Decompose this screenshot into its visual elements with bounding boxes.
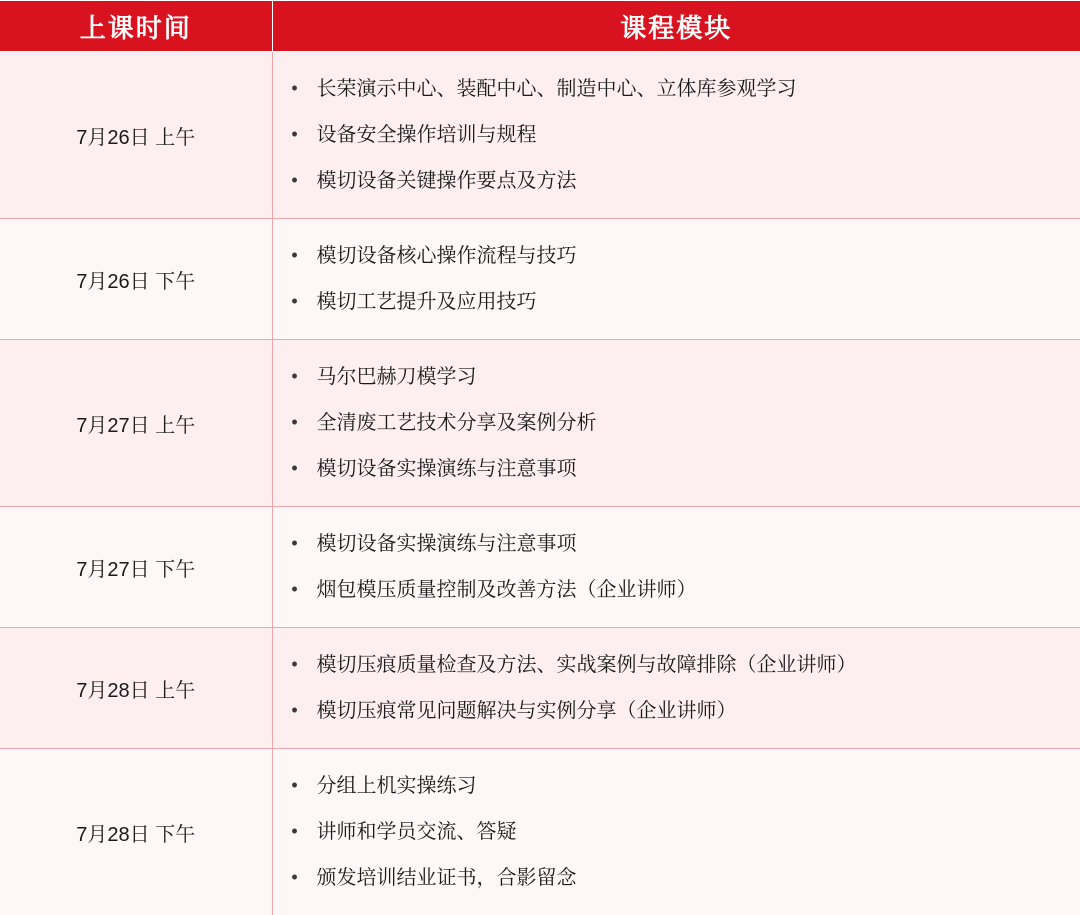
module-label: 烟包模压质量控制及改善方法（企业讲师） xyxy=(317,576,1071,604)
session-modules xyxy=(272,219,1080,340)
session-modules xyxy=(272,749,1080,915)
list-item xyxy=(273,279,1071,325)
bullet-icon: • xyxy=(273,242,317,269)
list-item xyxy=(273,158,1071,204)
module-label: 全清废工艺技术分享及案例分析 xyxy=(317,409,1071,437)
module-list xyxy=(273,642,1071,734)
session-time: 7月26日 上午 xyxy=(0,52,272,219)
table-header-row xyxy=(0,1,1080,52)
list-item xyxy=(273,567,1071,613)
session-time: 7月28日 下午 xyxy=(0,749,272,915)
module-label: 模切工艺提升及应用技巧 xyxy=(317,288,1071,316)
bullet-icon: • xyxy=(273,651,317,678)
list-item xyxy=(273,688,1071,734)
list-item xyxy=(273,763,1071,809)
bullet-icon: • xyxy=(273,363,317,390)
module-label: 模切设备核心操作流程与技巧 xyxy=(317,242,1071,270)
list-item xyxy=(273,66,1071,112)
bullet-icon: • xyxy=(273,75,317,102)
session-modules xyxy=(272,340,1080,507)
module-label: 设备安全操作培训与规程 xyxy=(317,121,1071,149)
table-row xyxy=(0,749,1080,915)
bullet-icon: • xyxy=(273,167,317,194)
list-item xyxy=(273,855,1071,901)
table-row xyxy=(0,219,1080,340)
session-modules xyxy=(272,507,1080,628)
bullet-icon: • xyxy=(273,818,317,845)
module-list xyxy=(273,763,1071,901)
module-label: 讲师和学员交流、答疑 xyxy=(317,818,1071,846)
session-time: 7月27日 上午 xyxy=(0,340,272,507)
module-list xyxy=(273,66,1071,204)
session-modules xyxy=(272,52,1080,219)
module-list xyxy=(273,354,1071,492)
bullet-icon: • xyxy=(273,455,317,482)
module-label: 马尔巴赫刀模学习 xyxy=(317,363,1071,391)
module-label: 长荣演示中心、装配中心、制造中心、立体库参观学习 xyxy=(317,75,1071,103)
table-row xyxy=(0,340,1080,507)
table-row xyxy=(0,52,1080,219)
module-label: 模切设备实操演练与注意事项 xyxy=(317,455,1071,483)
module-label: 模切设备关键操作要点及方法 xyxy=(317,167,1071,195)
column-header-modules: 课程模块 xyxy=(272,1,1080,52)
session-time: 7月26日 下午 xyxy=(0,219,272,340)
table-body xyxy=(0,52,1080,915)
module-label: 模切压痕质量检查及方法、实战案例与故障排除（企业讲师） xyxy=(317,651,1071,679)
table-header xyxy=(0,1,1080,52)
bullet-icon: • xyxy=(273,288,317,315)
bullet-icon: • xyxy=(273,864,317,891)
column-header-time: 上课时间 xyxy=(0,1,272,52)
bullet-icon: • xyxy=(273,772,317,799)
list-item xyxy=(273,354,1071,400)
bullet-icon: • xyxy=(273,409,317,436)
session-modules xyxy=(272,628,1080,749)
module-list xyxy=(273,233,1071,325)
bullet-icon: • xyxy=(273,576,317,603)
module-label: 颁发培训结业证书，合影留念 xyxy=(317,864,1071,892)
list-item xyxy=(273,446,1071,492)
bullet-icon: • xyxy=(273,121,317,148)
module-list xyxy=(273,521,1071,613)
table-row xyxy=(0,507,1080,628)
list-item xyxy=(273,233,1071,279)
session-time: 7月28日 上午 xyxy=(0,628,272,749)
bullet-icon: • xyxy=(273,530,317,557)
list-item xyxy=(273,642,1071,688)
list-item xyxy=(273,400,1071,446)
module-label: 分组上机实操练习 xyxy=(317,772,1071,800)
bullet-icon: • xyxy=(273,697,317,724)
module-label: 模切压痕常见问题解决与实例分享（企业讲师） xyxy=(317,697,1071,725)
list-item xyxy=(273,112,1071,158)
table-row xyxy=(0,628,1080,749)
session-time: 7月27日 下午 xyxy=(0,507,272,628)
module-label: 模切设备实操演练与注意事项 xyxy=(317,530,1071,558)
list-item xyxy=(273,521,1071,567)
list-item xyxy=(273,809,1071,855)
